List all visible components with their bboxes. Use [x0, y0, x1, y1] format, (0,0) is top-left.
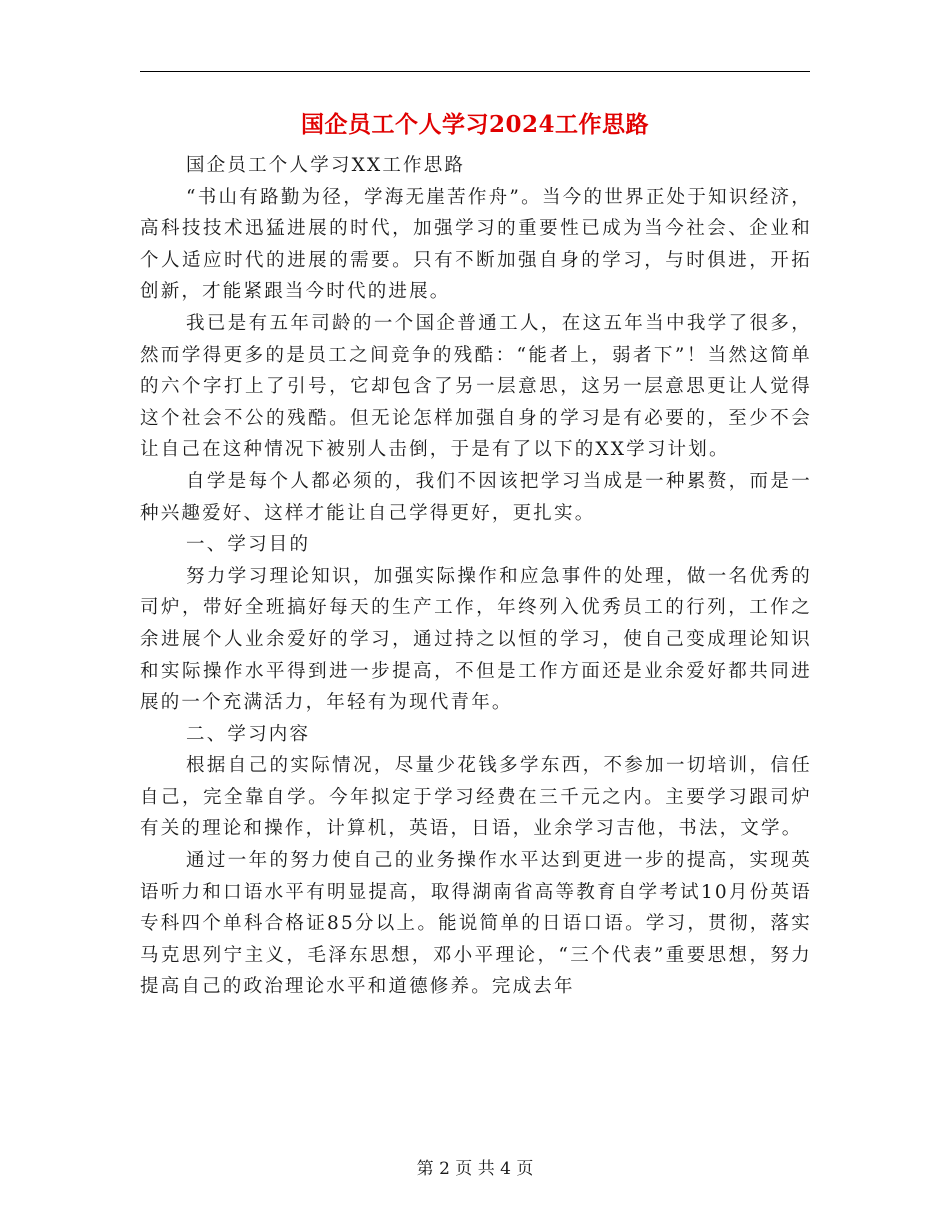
paragraph-content: 根据自己的实际情况，尽量少花钱多学东西，不参加一切培训，信任自己，完全靠自学。今年拟定于学习经费在三千元之内。主要学习跟司炉有关的理论和操作，计算机，英语，日语，业余学习吉他，书法，文学。 [140, 755, 812, 840]
paragraph-purpose: 努力学习理论知识，加强实际操作和应急事件的处理，做一名优秀的司炉，带好全班搞好每天的生产工作，年终列入优秀员工的行列，工作之余进展个人业余爱好的学习，通过持之以恒的学习，使自己变成理论知识和实际操作水平得到进一步提高，不但是工作方面还是业余爱好都共同进展的一个充满活力，年轻有为现代青年。 [140, 565, 812, 714]
paragraph-goals: 通过一年的努力使自己的业务操作水平达到更进一步的提高，实现英语听力和口语水平有明显提高，取得湖南省高等教育自学考试10月份英语专科四个单科合格证85分以上。能说简单的日语口语。学习，贯彻，落实马克思列宁主义，毛泽东思想，邓小平理论，“三个代表”重要思想，努力提高自己的政治理论水平和道德修养。完成去年 [140, 850, 812, 998]
document-body [140, 150, 812, 1003]
page-footer [0, 1154, 950, 1179]
paragraph-background: 我已是有五年司龄的一个国企普通工人，在这五年当中我学了很多，然而学得更多的是员工之间竞争的残酷：“能者上，弱者下”！当然这简单的六个字打上了引号，它却包含了另一层意思，这另一层意思更让人觉得这个社会不公的残酷。但无论怎样加强自身的学习是有必要的，至少不会让自己在这种情况下被别人击倒，于是有了以下的XX学习计划。 [140, 312, 812, 461]
section-heading-purpose: 一、学习目的 [186, 534, 311, 556]
paragraph-self-study: 自学是每个人都必须的，我们不因该把学习当成是一种累赘，而是一种兴趣爱好、这样才能让自己学得更好，更扎实。 [140, 470, 812, 524]
paragraph-intro: “书山有路勤为径，学海无崖苦作舟”。当今的世界正处于知识经济，高科技技术迅猛进展的时代，加强学习的重要性已成为当今社会、企业和个人适应时代的进展的需要。只有不断加强自身的学习，与时俱进，开拓创新，才能紧跟当今时代的进展。 [140, 186, 812, 303]
section-heading-content: 二、学习内容 [186, 723, 311, 745]
paragraph-subtitle: 国企员工个人学习XX工作思路 [186, 155, 466, 176]
document-title: 国企员工个人学习2024工作思路 [300, 111, 649, 138]
header-rule [140, 71, 810, 72]
page-number: 第 2 页 共 4 页 [416, 1159, 534, 1179]
